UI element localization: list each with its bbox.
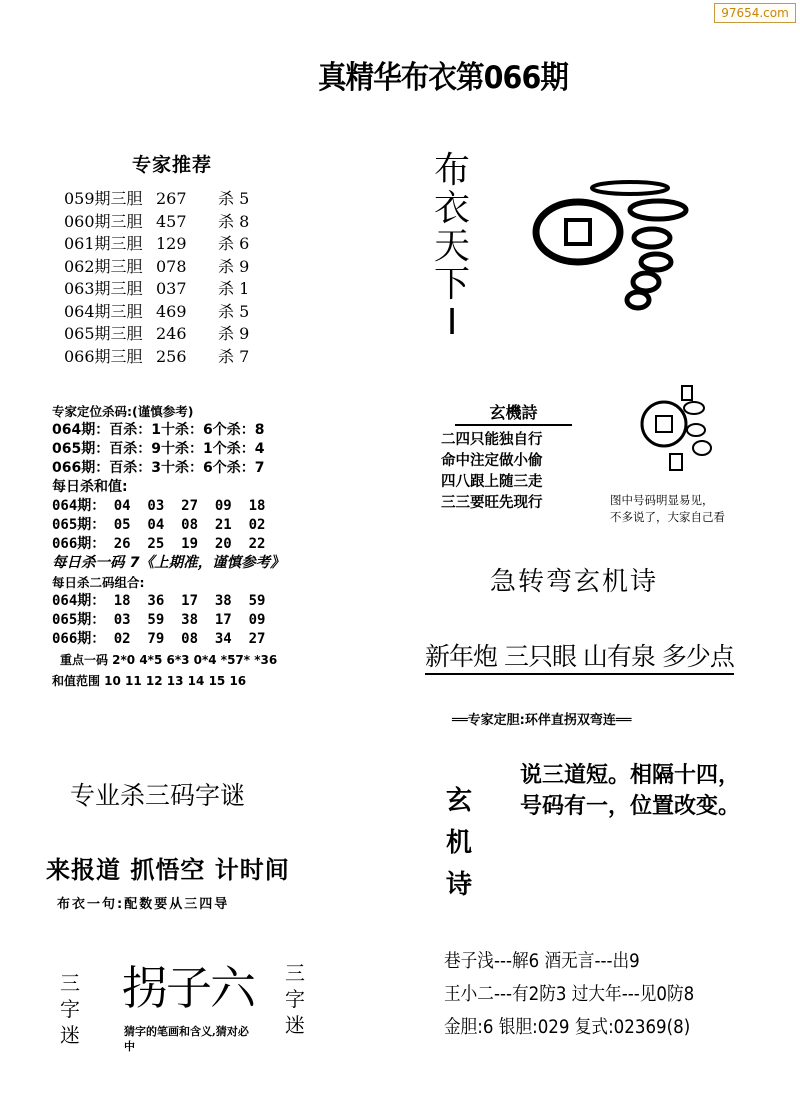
mystic-poem-line: 命中注定做小偷 <box>441 452 543 469</box>
bottom-right-line: 金胆:6 银胆:029 复式:02369(8) <box>444 1017 691 1038</box>
right-vertical-char: 三 <box>285 961 305 985</box>
hint-line: 不多说了，大家自己看 <box>610 510 725 524</box>
left-vertical-char: 字 <box>60 997 80 1021</box>
vertical-title-char: 布 <box>433 150 470 191</box>
combo-row: 066期： 02 79 08 34 27 <box>52 631 266 647</box>
combo-heading: 每日杀二码组合: <box>52 575 145 590</box>
expert-row-period: 061期三胆 <box>64 234 143 253</box>
expert-row-period: 059期三胆 <box>64 189 143 208</box>
kill-one-code: 每日杀一码 7《上期准，谨慎参考》 <box>52 555 285 571</box>
expert-row-period: 064期三胆 <box>64 301 143 321</box>
expert-row-nums: 129 <box>156 234 187 253</box>
xuan-vertical-char: 诗 <box>445 870 472 900</box>
expert-row-nums: 457 <box>156 211 187 231</box>
position-kill-heading: 专家定位杀码:(谨慎参考) <box>52 404 194 419</box>
riddle-note: 猜字的笔画和含义,猜对必中 <box>124 1025 249 1053</box>
expert-row-period: 063期三胆 <box>64 279 143 298</box>
position-kill-block <box>52 402 324 691</box>
expert-row-nums: 267 <box>156 189 187 208</box>
expert-row <box>64 233 249 256</box>
expert-row <box>64 278 249 301</box>
expert-row-period: 065期三胆 <box>64 324 143 343</box>
mystic-poem-heading: 玄機詩 <box>455 402 572 426</box>
position-kill-row: 065期：百杀：9十杀：1个杀：4 <box>52 441 265 457</box>
expert-row-kill: 杀 1 <box>218 279 250 298</box>
left-vertical-char: 迷 <box>60 1023 80 1047</box>
expert-row-nums: 256 <box>156 346 187 366</box>
expert-row-period: 060期三胆 <box>64 211 143 231</box>
sum-row: 066期： 26 25 19 20 22 <box>52 536 266 552</box>
key-code: 重点一码 2*0 4*5 6*3 0*4 *57* *36 <box>60 653 278 667</box>
bottom-right-line: 巷子浅---解6 酒无言---出9 <box>444 951 640 972</box>
diagram-hint <box>610 492 725 526</box>
xuan-poem-line: 说三道短。相隔十四， <box>520 763 741 788</box>
right-vertical-char: 字 <box>285 987 305 1011</box>
vertical-title-char: 下 <box>433 264 470 305</box>
vertical-title-char: 衣 <box>433 188 470 229</box>
expert-row-nums: 037 <box>156 279 187 298</box>
right-vertical-label <box>283 960 307 1038</box>
mystic-poem-line: 三三要旺先现行 <box>441 494 543 511</box>
combo-row: 065期： 03 59 38 17 09 <box>52 612 266 628</box>
expert-row <box>64 188 249 211</box>
bottom-right-line: 王小二---有2防3 过大年---见0防8 <box>444 984 695 1005</box>
expert-row-period: 066期三胆 <box>64 346 143 366</box>
buyi-one-line: 布衣一句:配数要从三四导 <box>57 897 230 912</box>
vertical-title-char: I <box>446 302 458 343</box>
expert-row-kill: 杀 9 <box>218 256 250 276</box>
expert-row-kill: 杀 6 <box>218 234 250 253</box>
expert-row-kill: 杀 5 <box>218 189 250 208</box>
hint-line: 图中号码明显易见， <box>610 493 714 507</box>
expert-row-kill: 杀 5 <box>218 301 250 321</box>
mystic-poem-line: 二四只能独自行 <box>441 431 543 448</box>
expert-row <box>64 323 249 346</box>
right-vertical-char: 迷 <box>285 1013 305 1037</box>
xuan-vertical-title <box>444 780 474 906</box>
page-title: 真精华布衣第066期 <box>318 60 568 96</box>
expert-row-nums: 246 <box>156 324 187 343</box>
xuan-vertical-char: 玄 <box>445 786 472 816</box>
expert-dan-line: ══专家定胆:环伴直拐双弯连══ <box>452 713 632 728</box>
expert-row-nums: 078 <box>156 256 187 276</box>
expert-row <box>64 256 249 279</box>
site-watermark[interactable]: 97654.com <box>714 3 796 23</box>
expert-heading: 专家推荐 <box>132 154 213 176</box>
left-vertical-char: 三 <box>60 971 80 995</box>
position-kill-row: 064期：百杀：1十杀：6个杀：8 <box>52 422 265 438</box>
coin-diagram-graphic <box>530 176 700 326</box>
xuan-vertical-char: 机 <box>445 828 472 858</box>
expert-list <box>64 188 249 368</box>
riddle-big-text: 拐子六 <box>122 961 254 1015</box>
expert-row-period: 062期三胆 <box>64 256 143 276</box>
kill3-title: 专业杀三码字谜 <box>70 781 246 810</box>
turn-riddle-title: 急转弯玄机诗 <box>490 567 659 597</box>
mystic-poem-line: 四八跟上随三走 <box>441 473 543 490</box>
combo-row: 064期： 18 36 17 38 59 <box>52 593 266 609</box>
mystic-poem-box <box>441 402 586 513</box>
expert-row <box>64 301 249 324</box>
xuan-poem-line: 号码有一，位置改变。 <box>520 794 741 819</box>
sum-row: 064期： 04 03 27 09 18 <box>52 498 266 514</box>
sum-range: 和值范围 10 11 12 13 14 15 16 <box>52 674 247 688</box>
small-coin-graphic <box>632 380 722 480</box>
expert-row <box>64 346 249 369</box>
vertical-title-char: 天 <box>433 226 470 267</box>
expert-row-nums: 469 <box>156 301 187 321</box>
expert-row <box>64 211 249 234</box>
position-kill-row: 066期：百杀：3十杀：6个杀：7 <box>52 460 265 476</box>
expert-row-kill: 杀 9 <box>218 324 250 343</box>
expert-row-kill: 杀 8 <box>218 211 250 231</box>
sum-row: 065期： 05 04 08 21 02 <box>52 517 266 533</box>
left-vertical-label <box>58 970 82 1048</box>
kill3-words: 来报道 抓悟空 计时间 <box>46 856 290 884</box>
vertical-title <box>432 152 472 342</box>
xuan-poem <box>520 760 740 822</box>
riddle-line: 新年炮 三只眼 山有泉 多少点 <box>425 637 734 675</box>
bottom-right-block <box>444 945 694 1044</box>
expert-row-kill: 杀 7 <box>218 346 250 366</box>
sum-heading: 每日杀和值: <box>52 479 128 495</box>
